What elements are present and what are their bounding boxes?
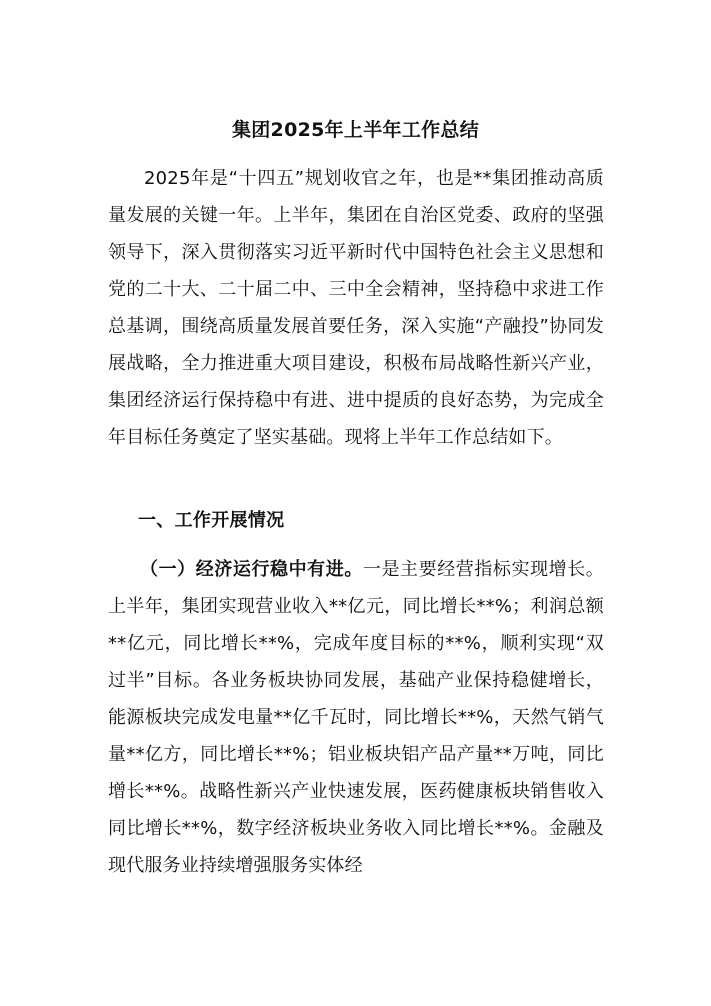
subsection-lead: （一）经济运行稳中有进。	[140, 559, 363, 580]
intro-paragraph: 2025年是“十四五”规划收官之年，也是**集团推动高质量发展的关键一年。上半年，集团在自治区党委、政府的坚强领导下，深入贯彻落实习近平新时代中国特色社会主义思想和党的二十大、二十届二中、三中全会精神，坚持稳中求进工作总基调，围绕高质量发展首要任务，深入实施“产融投”协同发展战略，全力推进重大项目建设，积极布局战略性新兴产业，集团经济运行保持稳中有进、进中提质的良好态势，为完成全年目标任务奠定了坚实基础。现将上半年工作总结如下。	[108, 168, 604, 448]
document-title: 集团2025年上半年工作总结	[231, 119, 480, 141]
subsection-paragraph	[108, 551, 604, 884]
section-heading: 一、工作开展情况	[138, 510, 285, 531]
subsection-body: 一是主要经营指标实现增长。上半年，集团实现营业收入**亿元，同比增长**%；利润总额**亿元，同比增长**%，完成年度目标的**%，顺利实现“双过半”目标。各业务板块协同发展，基础产业保持稳健增长，能源板块完成发电量**亿千瓦时，同比增长**%，天然气销气量**亿方，同比增长**%；铝业板块铝产品产量**万吨，同比增长**%。战略性新兴产业快速发展，医药健康板块销售收入同比增长**%，数字经济板块业务收入同比增长**%。金融及现代服务业持续增强服务实体经	[108, 559, 604, 876]
